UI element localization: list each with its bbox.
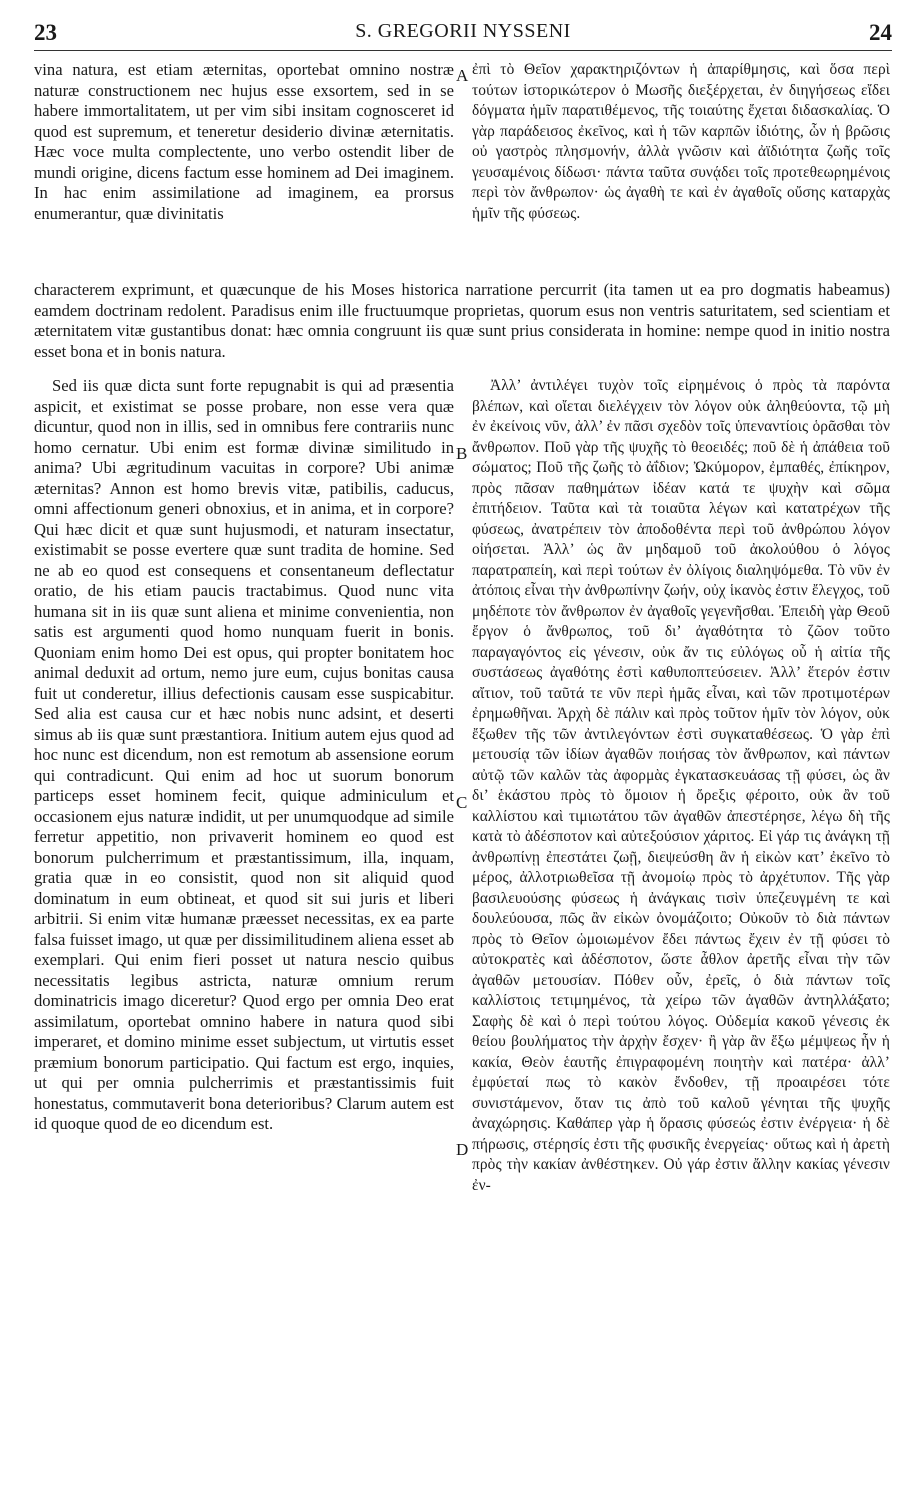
latin-text-1: vina natura, est etiam æternitas, oportebat omnino nostræ naturæ constructionem nec hujus esse exsortem, sed in se habere immortalitatem, ut per vim sibi insitam cognosceret id quod est supremum, et teneretur desiderio divinæ æternitatis. Hæc voce multa complectente, uno verbo ostendit liber de mundi origine, dicens factum esse hominem ad Dei imaginem. In hac enim assimilatione ad imaginem, ea prorsus enumerantur, quæ divinitatis <box>34 60 454 223</box>
greek-text-1: ἐπὶ τὸ Θεῖον χαρακτηριζόντων ἡ ἀπαρίθμησις, καὶ ὅσα περὶ τούτων ἱστορικώτερον ὁ Μωσῆς διεξέρχεται, ἐν διηγήσεως εἴδει δόγματα ἡμῖν παρατιθέμενος, τῆς τοιαύτης ἔχεται διδασκαλίας. Ὁ γὰρ παράδεισος ἐκεῖνος, καὶ ἡ τῶν καρπῶν ἰδιότης, ὧν ἡ βρῶσις οὐ γαστρὸς πλησμονήν, ἀλλὰ γνῶσιν καὶ ἀϊδιότητα ζωῆς τοῖς γευσαμένοις δίδωσι· πάντα ταῦτα συνᾴδει τοῖς προτεθεωρημένοις περὶ τὸν ἄνθρωπον· ὡς ἀγαθὴ τε καὶ ἐν ἀγαθοῖς οὔσης καταρχὰς ἡμῖν τῆς φύσεως. <box>472 61 890 222</box>
greek-column-2 <box>472 376 890 1488</box>
header-rule <box>34 50 892 51</box>
greek-column-1 <box>472 60 890 268</box>
section-marker-a: A <box>456 66 469 85</box>
running-header <box>34 20 892 54</box>
latin-text-2: Sed iis quæ dicta sunt forte repugnabit is qui ad præsentia aspicit, et existimat se posse probare, non esse vera quæ dicuntur, quod non in illis, sed in omnibus fere contrariis nunc homo cernatur. Ubi enim est formæ divinæ similitudo in anima? Ubi ægritudinum vacuitas in corpore? Ubi animæ æternitas? Annon est homo brevis vitæ, patibilis, caducus, omni affectionum generi obnoxius, et in anima, et in corpore? Qui hæc dicit et quæ sunt hujusmodi, et naturam insectatur, existimabit se posse evertere quæ sunt tradita de homine. Sed ne ab eo quod est consequens et consentaneum deflectatur oratio, de his etiam paucis tractabimus. Quod nunc vita humana sit in iis quæ sunt aliena et minime convenientia, non satis est argumenti quod homo nunquam fuerit in bonis. Quoniam enim homo Dei est opus, qui propter bonitatem hoc animal deduxit ad ortum, nemo jure eum, cujus bonitas causa fuit ut conderetur, illius defectionis causam esse suspicabitur. Sed alia est causa cur et hæc nobis nunc adsint, et deserti simus ab iis quæ sunt præstantiora. Initium autem ejus quod ad hoc nunc est dicendum, non est remotum ab assensione eorum qui contradicunt. Qui enim ad hoc ut suorum bonorum particeps esset hominem fecit, quique adminiculum et occasionem ejus naturæ indidit, ut per unumquodque ad simile ferretur appetitio, non privaverit hominem eo quod est bonorum pulcherrimum et præstantissimum, illa, inquam, gratia quæ in eo consistit, quod non sit aliquid quod dominatum in eum obtineat, et quod sit sui juris et liberi arbitrii. Si enim vitæ humanæ præesset necessitas, ex ea parte falsa fuisset imago, ut quæ per dissimilitudinem aliena esset ab exemplari. Qui enim fieri posset ut natura nescio quibus necessitatis legibus astricta, naturæ omnium rerum dominatricis imago diceretur? Quod ergo per omnia Deo erat assimilatum, oportebat omnino habere in natura quod sibi imperaret, et domino minime esset subjectum, ut virtutis esset præmium bonorum participatio. Qui factum est ergo, inquies, ut qui per omnia pulcherrimis et præstantissimis fuit honestatus, commutaverit bona deterioribus? Clarum autem est id quoque quod de eo dicendum est. <box>34 376 454 1133</box>
page-number-right: 24 <box>869 20 892 45</box>
full-width-paragraph <box>34 280 890 364</box>
full-width-text: characterem exprimunt, et quæcunque de his Moses historica narratione percurrit (ita tamen ut ea pro dogmatis habeamus) eamdem doctrinam redolent. Paradisus enim ille fructuumque proprietas, quorum esus non ventris saturitatem, sed scientiam et æternitatem vitæ gustantibus donat: hæc omnia congruunt iis quæ sunt prius considerata in homine: nempe quod in initio nostra esset bona et in bonis natura. <box>34 280 890 361</box>
section-marker-b: B <box>456 444 468 463</box>
section-marker-d: D <box>456 1140 469 1159</box>
greek-text-2: Ἀλλ’ ἀντιλέγει τυχὸν τοῖς εἰρημένοις ὁ πρὸς τὰ παρόντα βλέπων, καὶ οἴεται διελέγχειν τὸν λόγον οὐκ ἀληθεύοντα, τῷ μὴ ἐν ἐκείνοις νῦν, ἀλλ’ ἐν πᾶσι σχεδὸν τοῖς ὑπεναντίοις ὁρᾶσθαι τὸν ἄνθρωπον. Ποῦ γὰρ τῆς ψυχῆς τὸ θεοειδές; ποῦ δὲ ἡ ἀπάθεια τοῦ σώματος; Ποῦ τῆς ζωῆς τὸ ἀΐδιον; Ὠκύμορον, ἐμπαθές, ἐπίκηρον, πρὸς πᾶσαν παθημάτων ἰδέαν κατά τε ψυχὴν καὶ σῶμα ἐπιτήδειον. Ταῦτα καὶ τὰ τοιαῦτα λέγων καὶ κατατρέχων τῆς φύσεως, ἀνατρέπειν τὸν ἀποδοθέντα περὶ τοῦ ἀνθρώπου λόγον οἰήσεται. Ἀλλ’ ὡς ἂν μηδαμοῦ τοῦ ἀκολούθου ὁ λόγος παρατραπείη, καὶ περὶ τούτων ἐν ὀλίγοις διαληψόμεθα. Τὸ νῦν ἐν ἀτόποις εἶναι τὴν ἀνθρωπίνην ζωήν, οὐχ ἱκανὸς ἐστιν ἔλεγχος, τοῦ μηδέποτε τὸν ἄνθρωπον ἐν ἀγαθοῖς γεγενῆσθαι. Ἐπειδὴ γὰρ Θεοῦ ἔργον ὁ ἄνθρωπος, τοῦ δι’ ἀγαθότητα τὸ ζῶον τοῦτο παραγαγόντος εἰς γένεσιν, οὐκ ἄν τις εὐλόγως οὗ ἡ αἰτία τῆς συστάσεως ἀγαθότης ἐστὶ καθυποπτεύσειεν. Ἀλλ’ ἕτερόν ἐστιν αἴτιον, τοῦ ταῦτά τε νῦν περὶ ἡμᾶς εἶναι, καὶ τῶν προτιμοτέρων ἐρημωθῆναι. Ἀρχὴ δὲ πάλιν καὶ πρὸς τοῦτον ἡμῖν τὸν λόγον, οὐκ ἔξωθεν τῆς τῶν ἀντιλεγόντων ἐστὶ συγκαταθέσεως. Ὁ γὰρ ἐπὶ μετουσίᾳ τῶν ἰδίων ἀγαθῶν ποιήσας τὸν ἄνθρωπον, καὶ πάντων αὐτῷ τῶν καλῶν τὰς ἀφορμὰς ἐγκατασκευάσας τῇ φύσει, ὡς ἂν δι’ ἑκάστου πρὸς τὸ ὅμοιον ἡ ὄρεξις φέροιτο, οὐκ ἂν τοῦ καλλίστου καὶ τιμιωτάτου τῶν ἀγαθῶν ἀπεστέρησε, λέγω δὴ τῆς κατὰ τὸ ἀδέσποτον καὶ αὐτεξούσιον χάριτος. Εἰ γάρ τις ἀνάγκη τῇ ἀνθρωπίνῃ ἐπεστάτει ζωῇ, διεψεύσθη ἂν ἡ εἰκὼν κατ’ ἐκεῖνο τὸ μέρος, ἀλλοτριωθεῖσα τῇ ἀνομοίῳ πρὸς τὸ ἀρχέτυπον. Τῆς γὰρ βασιλευούσης φύσεως ἡ ἀνάγκαις τισὶν ὑπεζευγμένη τε καὶ δουλεύουσα, πῶς ἂν εἰκὼν ὀνομάζοιτο; Οὐκοῦν τὸ διὰ πάντων πρὸς τὸ Θεῖον ὡμοιωμένον ἔδει πάντως ἔχειν ἐν τῇ φύσει τὸ αὐτοκρατὲς καὶ ἀδέσποτον, ὥστε ἆθλον ἀρετῆς εἶναι τὴν τῶν ἀγαθῶν μετουσίαν. Πόθεν οὖν, ἐρεῖς, ὁ διὰ πάντων τοῖς καλλίστοις τετιμημένος, τὰ χείρω τῶν ἀγαθῶν ἀντηλλάξατο; Σαφὴς δὲ καὶ ὁ περὶ τούτου λόγος. Οὐδεμία κακοῦ γένεσις ἐκ θείου βουλήματος τὴν ἀρχὴν ἔσχεν· ἢ γὰρ ἂν ἔξω μέμψεως ἦν ἡ κακία, Θεὸν ἑαυτῆς ἐπιγραφομένη ποιητὴν καὶ πατέρα· ἀλλ’ ἐμφύεταί πως τὸ κακὸν ἔνδοθεν, τῇ προαιρέσει τότε συνιστάμενον, ὅταν τις ἀπὸ τοῦ καλοῦ γένηται τῆς ψυχῆς ἀναχώρησις. Καθάπερ γὰρ ἡ ὅρασις φύσεώς ἐστιν ἐνέργεια· ἡ δὲ πήρωσις, στέρησίς ἐστι τῆς φυσικῆς ἐνεργείας· οὕτως καὶ ἡ ἀρετὴ πρὸς τὴν κακίαν ἀνθέστηκεν. Οὐ γάρ ἐστιν ἄλλην κακίας γένεσιν ἐν- <box>472 377 890 1194</box>
latin-column-2 <box>34 376 454 1488</box>
section-marker-c: C <box>456 793 468 812</box>
running-title: S. GREGORII NYSSENI <box>355 20 571 42</box>
page-number-left: 23 <box>34 20 57 45</box>
latin-column-1 <box>34 60 454 268</box>
